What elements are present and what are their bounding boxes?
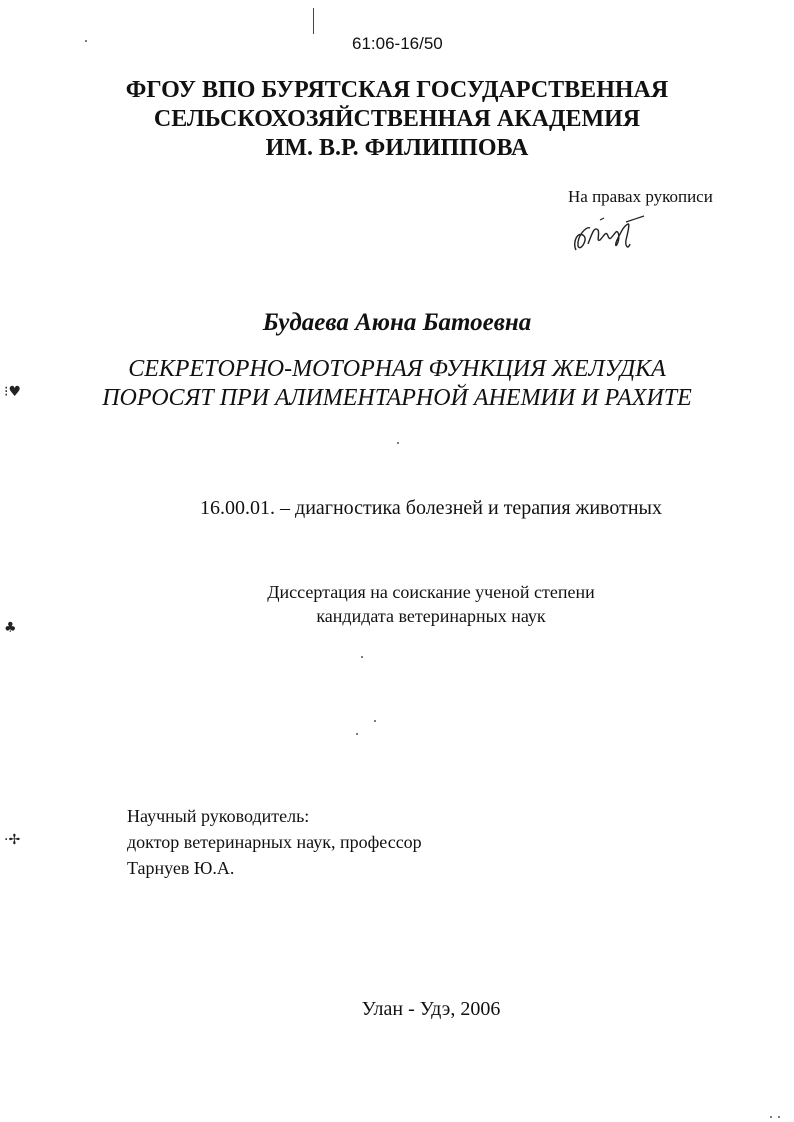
supervisor-label: Научный руководитель:: [127, 806, 310, 826]
scan-speck: [374, 720, 376, 722]
institution-line: СЕЛЬСКОХОЗЯЙСТВЕННАЯ АКАДЕМИЯ: [153, 106, 641, 132]
classification-code: 61:06-16/50: [352, 34, 443, 53]
dissertation-title: [0, 355, 794, 413]
scan-mark-line: [313, 8, 314, 34]
margin-mark-icon: ·✢: [4, 832, 21, 848]
scan-speck: [85, 40, 87, 42]
supervisor-name: Тарнуев Ю.А.: [127, 858, 235, 878]
specialty-code: 16.00.01. – диагностика болезней и терапия животных: [200, 497, 662, 519]
margin-mark-icon: ♣: [4, 620, 17, 636]
scan-speck: [361, 656, 363, 658]
scan-speck: [770, 1116, 772, 1118]
place-year: Улан - Удэ, 2006: [361, 998, 501, 1020]
author-name: Будаева Аюна Батоевна: [262, 309, 532, 336]
institution-name: [0, 76, 794, 163]
scan-speck: [778, 1116, 780, 1118]
scan-speck: [397, 442, 399, 444]
degree-statement: [0, 580, 794, 628]
margin-mark-icon: ⁝♥: [4, 384, 22, 400]
scan-speck: [356, 733, 358, 735]
title-line: ПОРОСЯТ ПРИ АЛИМЕНТАРНОЙ АНЕМИИ И РАХИТЕ: [102, 385, 692, 411]
rights-note: На правах рукописи: [568, 187, 713, 206]
supervisor-block: [127, 803, 422, 881]
degree-line: кандидата ветеринарных наук: [316, 606, 546, 626]
institution-line: ФГОУ ВПО БУРЯТСКАЯ ГОСУДАРСТВЕННАЯ: [125, 77, 669, 103]
degree-line: Диссертация на соискание ученой степени: [267, 582, 595, 602]
title-line: СЕКРЕТОРНО-МОТОРНАЯ ФУНКЦИЯ ЖЕЛУДКА: [128, 356, 666, 382]
supervisor-rank: доктор ветеринарных наук, профессор: [127, 832, 422, 852]
handwritten-signature: [570, 206, 650, 258]
institution-line: ИМ. В.Р. ФИЛИППОВА: [265, 135, 529, 161]
